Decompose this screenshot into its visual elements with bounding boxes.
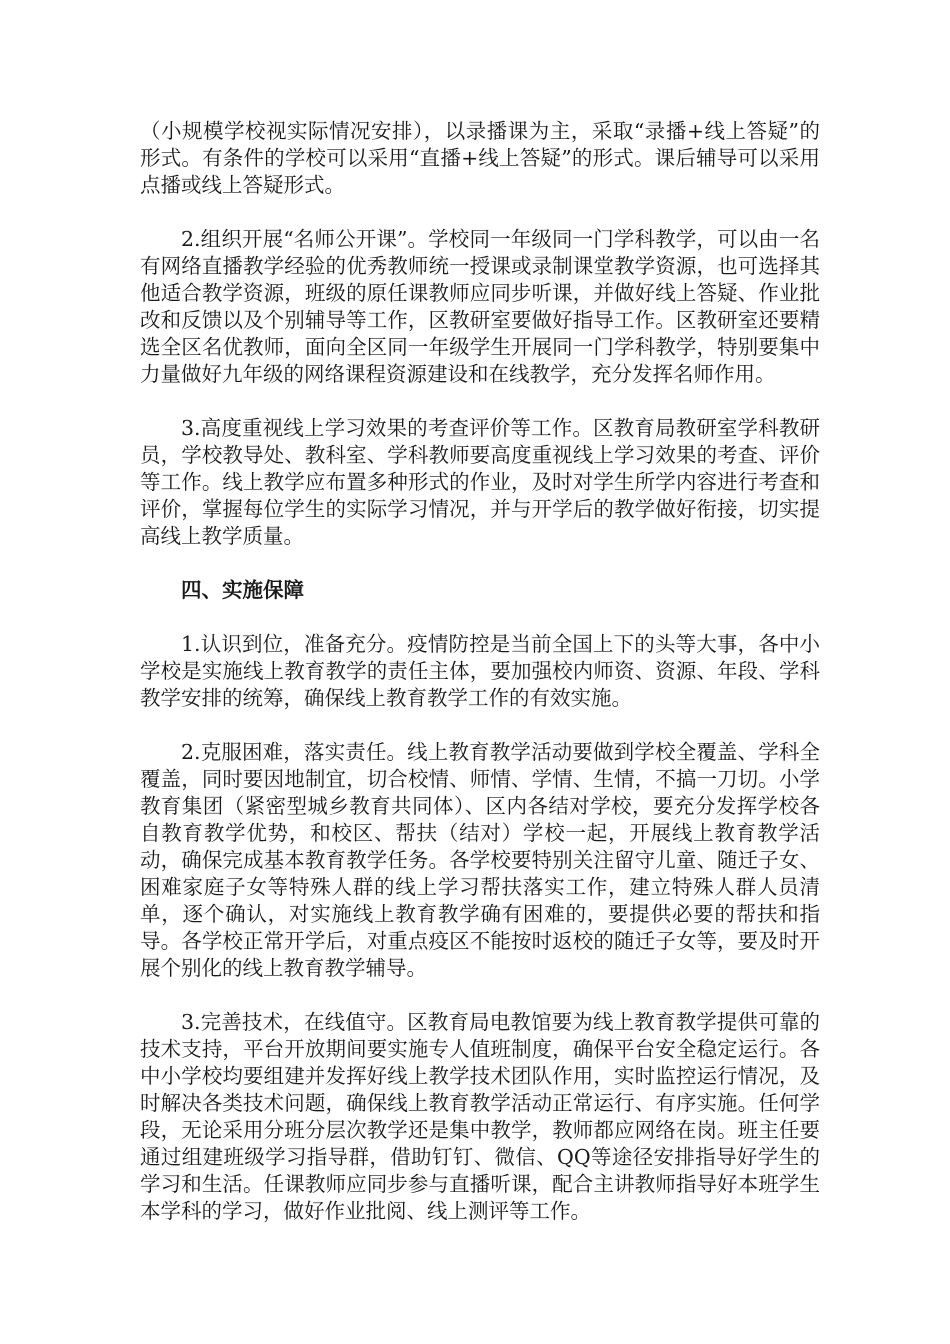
- paragraph-section-item-3: 3.完善技术，在线值守。区教育局电教馆要为线上教育教学提供可靠的技术支持，平台开放期间要实施专人值班制度，确保平台安全稳定运行。各中小学校均要组建并发挥好线上教学技术团队作用，实时监控运行情况，及时解决各类技术问题，确保线上教育教学活动正常运行、有序实施。任何学段，无论采用分班分层次教学还是集中教学，教师都应网络在岗。班主任要通过组建班级学习指导群，借助钉钉、微信、QQ等途径安排指导好学生的学习和生活。任课教师应同步参与直播听课，配合主讲教师指导好本班学生本学科的学习，做好作业批阅、线上测评等工作。: [140, 1010, 820, 1223]
- paragraph-item-2: 2.组织开展“名师公开课”。学校同一年级同一门学科教学，可以由一名有网络直播教学经验的优秀教师统一授课或录制课堂教学资源，也可选择其他适合教学资源，班级的原任课教师应同步听课，并做好线上答疑、作业批改和反馈以及个别辅导等工作，区教研室要做好指导工作。区教研室还要精选全区名优教师，面向全区同一年级学生开展同一门学科教学，特别要集中力量做好九年级的网络课程资源建设和在线教学，充分发挥名师作用。: [140, 227, 820, 386]
- paragraph-section-item-2: 2.克服困难，落实责任。线上教育教学活动要做到学校全覆盖、学科全覆盖，同时要因地制宜，切合校情、师情、学情、生情，不搞一刀切。小学教育集团（紧密型城乡教育共同体）、区内各结对学校，要充分发挥学校各自教育教学优势，和校区、帮扶（结对）学校一起，开展线上教育教学活动，确保完成基本教育教学任务。各学校要特别关注留守儿童、随迁子女、困难家庭子女等特殊人群的线上学习帮扶落实工作，建立特殊人群人员清单，逐个确认，对实施线上教育教学确有困难的，要提供必要的帮扶和指导。各学校正常开学后，对重点疫区不能按时返校的随迁子女等，要及时开展个别化的线上教育教学辅导。: [140, 740, 820, 980]
- paragraph-continuation: （小规模学校视实际情况安排），以录播课为主，采取“录播+线上答疑”的形式。有条件的学校可以采用“直播+线上答疑”的形式。课后辅导可以采用点播或线上答疑形式。: [140, 119, 820, 197]
- document-body: [140, 118, 820, 1252]
- paragraph-item-3: 3.高度重视线上学习效果的考查评价等工作。区教育局教研室学科教研员，学校教导处、教科室、学科教师要高度重视线上学习效果的考查、评价等工作。线上教学应布置多种形式的作业，及时对学生所学内容进行考查和评价，掌握每位学生的实际学习情况，并与开学后的教学做好衔接，切实提高线上教学质量。: [140, 416, 820, 548]
- paragraph-section-item-1: 1.认识到位，准备充分。疫情防控是当前全国上下的头等大事，各中小学校是实施线上教育教学的责任主体，要加强校内师资、资源、年段、学科教学安排的统筹，确保线上教育教学工作的有效实施。: [140, 632, 820, 710]
- section-heading: 四、实施保障: [181, 578, 304, 602]
